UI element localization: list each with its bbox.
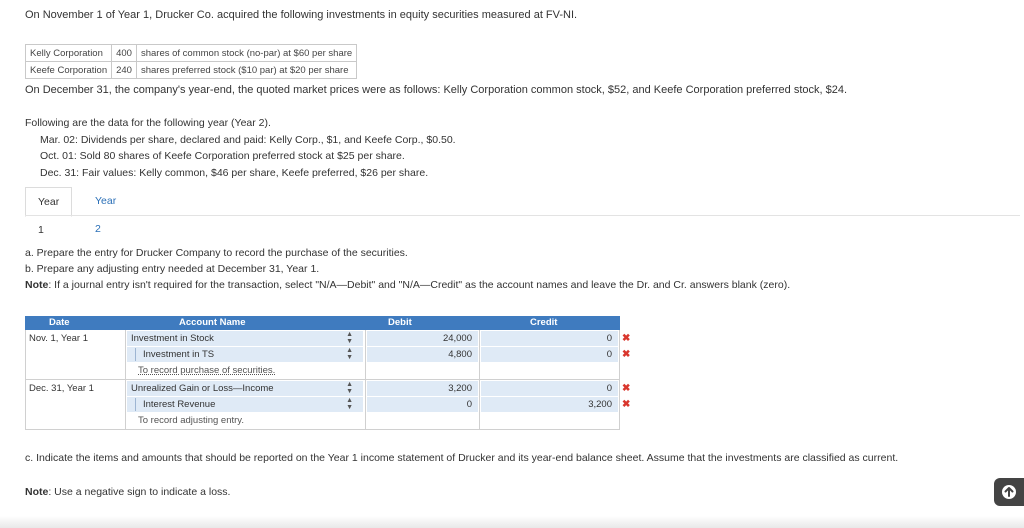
problem-intro: On November 1 of Year 1, Drucker Co. acquired the following investments in equity securities measured at FV-NI. [25, 9, 578, 21]
grid-line [125, 330, 126, 430]
entry-date: Dec. 31, Year 1 [29, 383, 94, 394]
select-arrows-icon: ▲ ▼ [346, 381, 353, 395]
company-cell: Keefe Corporation [26, 62, 112, 79]
credit-header: Credit [530, 317, 558, 328]
credit-input[interactable] [481, 397, 618, 412]
debit-input[interactable] [367, 381, 478, 396]
following-year-text: Following are the data for the following year (Year 2). [25, 117, 271, 129]
shares-cell: 400 [112, 45, 137, 62]
tab-year-1[interactable]: Year 1 [25, 187, 72, 217]
entry-memo: To record adjusting entry. [138, 415, 244, 426]
debit-input[interactable] [367, 331, 478, 346]
account-select[interactable] [127, 381, 363, 396]
note-text: : If a journal entry isn't required for the transaction, select "N/A—Debit" and "N/A—Credit" as the account names and leave the Dr. and Cr. answers blank (zero). [48, 279, 791, 291]
credit-input[interactable] [481, 331, 618, 346]
page-bottom-edge [0, 516, 1024, 528]
debit-value: 3,200 [448, 383, 472, 394]
account-select-value: Interest Revenue [143, 399, 216, 410]
journal-header [25, 316, 620, 330]
select-arrows-icon: ▲ ▼ [346, 331, 353, 345]
indent-bar [135, 398, 136, 411]
account-select[interactable] [127, 347, 363, 362]
arrow-up-icon [1002, 485, 1016, 499]
debit-value: 0 [466, 399, 472, 410]
scroll-to-top-button[interactable] [994, 478, 1024, 506]
incorrect-x-icon: ✖ [622, 399, 631, 410]
account-select-value: Investment in Stock [131, 333, 214, 344]
securities-table [25, 44, 357, 79]
credit-input[interactable] [481, 347, 618, 362]
table-row [26, 45, 357, 62]
incorrect-x-icon: ✖ [622, 333, 631, 344]
shares-cell: 240 [112, 62, 137, 79]
loss-note [25, 486, 230, 498]
account-select[interactable] [127, 331, 363, 346]
instruction-note [25, 279, 790, 291]
company-cell: Kelly Corporation [26, 45, 112, 62]
credit-value: 0 [606, 333, 612, 344]
journal-entry-table [25, 316, 631, 430]
debit-header: Debit [388, 317, 412, 328]
grid-line [479, 330, 480, 430]
date-header: Date [49, 317, 70, 328]
instruction-a: a. Prepare the entry for Drucker Company to record the purchase of the securities. [25, 247, 408, 259]
tab-year-2[interactable]: Year 2 [95, 195, 117, 235]
grid-line [365, 330, 366, 430]
account-select-value: Investment in TS [143, 349, 215, 360]
credit-value: 0 [606, 349, 612, 360]
account-header: Account Name [179, 317, 246, 328]
tab-divider [25, 215, 1020, 216]
entry-date: Nov. 1, Year 1 [29, 333, 88, 344]
description-cell: shares of common stock (no-par) at $60 per share [136, 45, 356, 62]
incorrect-x-icon: ✖ [622, 349, 631, 360]
note-text: : Use a negative sign to indicate a loss. [48, 486, 231, 498]
debit-input[interactable] [367, 347, 478, 362]
debit-value: 4,800 [448, 349, 472, 360]
grid-line [25, 330, 26, 430]
incorrect-x-icon: ✖ [622, 383, 631, 394]
grid-line [619, 330, 620, 430]
select-arrows-icon: ▲ ▼ [346, 347, 353, 361]
debit-value: 24,000 [442, 333, 472, 344]
instruction-b: b. Prepare any adjusting entry needed at December 31, Year 1. [25, 263, 320, 275]
entry-memo: To record purchase of securities. [138, 365, 276, 376]
event-dec31: Dec. 31: Fair values: Kelly common, $46 per share, Keefe preferred, $26 per share. [40, 167, 429, 179]
event-oct01: Oct. 01: Sold 80 shares of Keefe Corporation preferred stock at $25 per share. [40, 150, 405, 162]
credit-input[interactable] [481, 381, 618, 396]
select-arrows-icon: ▲ ▼ [346, 397, 353, 411]
credit-value: 0 [606, 383, 612, 394]
grid-line [25, 379, 620, 380]
account-select[interactable] [127, 397, 363, 412]
note-label: Note [25, 279, 49, 291]
part-c-instruction: c. Indicate the items and amounts that should be reported on the Year 1 income statement of Drucker and its year-end balance sheet. Assume that the investments are classified as current. [25, 452, 899, 464]
account-select-value: Unrealized Gain or Loss—Income [131, 383, 274, 394]
indent-bar [135, 348, 136, 361]
dec31-market-prices: On December 31, the company's year-end, the quoted market prices were as follows: Kelly Corporation common stock, $52, and Keefe Corporation preferred stock, $24. [25, 84, 848, 96]
credit-value: 3,200 [588, 399, 612, 410]
note-label: Note [25, 486, 49, 498]
event-mar02: Mar. 02: Dividends per share, declared and paid: Kelly Corp., $1, and Keefe Corp., $0.50. [40, 134, 456, 146]
debit-input[interactable] [367, 397, 478, 412]
description-cell: shares preferred stock ($10 par) at $20 per share [136, 62, 356, 79]
table-row [26, 62, 357, 79]
grid-line [25, 429, 620, 430]
